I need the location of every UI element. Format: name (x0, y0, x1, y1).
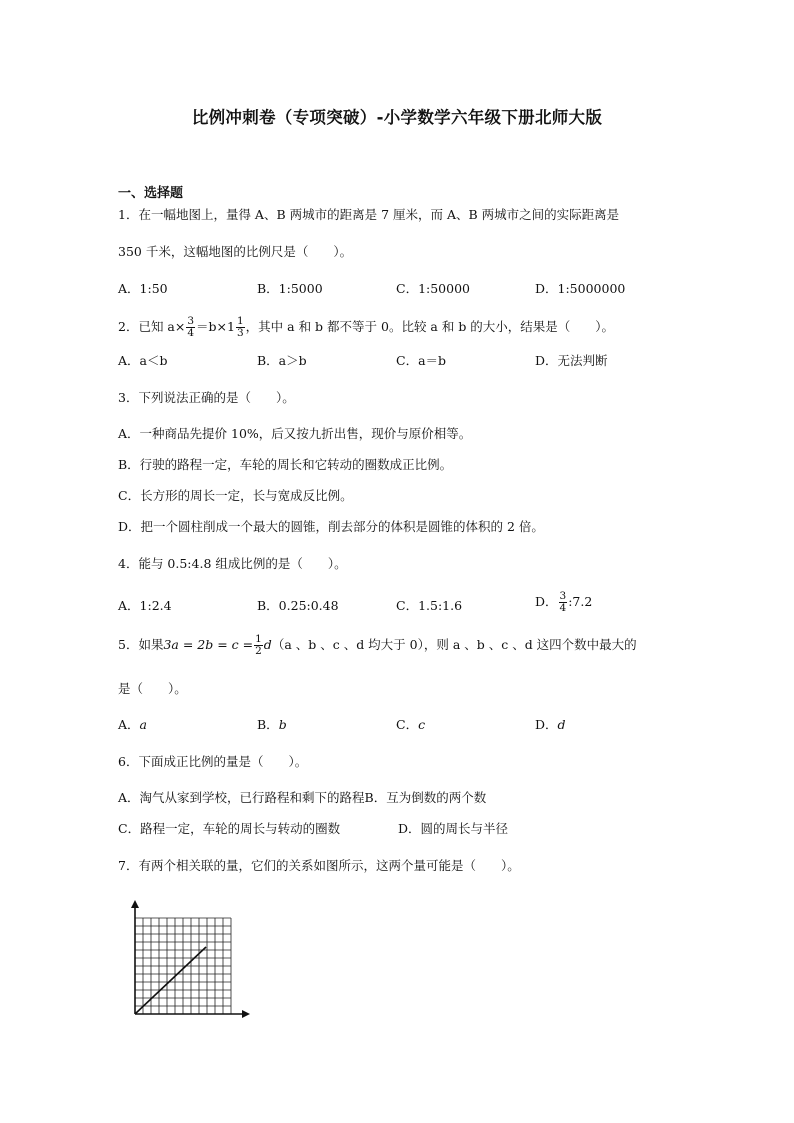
q3-option-a: A．一种商品先提价 10%，后又按九折出售，现价与原价相等。 (118, 426, 472, 441)
q1-option-a: A．1:50 (118, 281, 168, 296)
q2-option-a: A．a＜b (118, 353, 168, 368)
q5-stem-line2: 是（ ）。 (118, 681, 187, 696)
q3-option-b: B．行驶的路程一定，车轮的周长和它转动的圈数成正比例。 (118, 457, 453, 472)
q2-option-c: C．a＝b (396, 353, 447, 368)
q5-option-d: D．d (535, 717, 566, 732)
relation-line (135, 947, 206, 1014)
q5-option-b: B．b (257, 717, 287, 732)
q5-stem-line1: 5．如果3a = 2b = c = $\frac{1}{2}$ d（a 、b 、c 、d 均大于 0），则 a 、b 、c 、d 这四个数中最大的 (118, 633, 637, 657)
q5-fraction: $\frac{1}{2}$ (255, 633, 262, 657)
q7-stem: 7．有两个相关联的量，它们的关系如图所示，这两个量可能是（ ）。 (118, 858, 520, 873)
q4-option-d-fraction: $\frac{3}{4}$ (559, 590, 567, 614)
q1-stem-line2: 350 千米，这幅地图的比例尺是（ ）。 (118, 244, 353, 259)
page-title: 比例冲刺卷（专项突破）-小学数学六年级下册北师大版 (191, 108, 603, 127)
q6-option-a-b (118, 789, 486, 807)
q2-option-b: B．a＞b (257, 353, 307, 368)
q6-option-b: B．互为倒数的两个数 (364, 790, 487, 805)
q5-option-a: A．a (118, 717, 147, 732)
q6-stem: 6．下面成正比例的量是（ ）。 (118, 754, 308, 769)
q3-option-c: C．长方形的周长一定，长与宽成反比例。 (118, 488, 353, 503)
q4-option-c: C．1.5:1.6 (396, 598, 463, 613)
section-heading: 一、选择题 (118, 186, 184, 201)
y-axis-arrow (131, 900, 139, 908)
q6-option-c: C．路程一定，车轮的周长与转动的圈数 (118, 821, 341, 836)
q3-option-d: D．把一个圆柱削成一个最大的圆锥，削去部分的体积是圆锥的体积的 2 倍。 (118, 519, 544, 534)
q2-fraction-2: $\frac{1}{3}$ (236, 315, 244, 339)
q7-graph (126, 898, 256, 1022)
q1-stem-line1: 1．在一幅地图上，量得 A、B 两城市的距离是 7 厘米，而 A、B 两城市之间的实际距离是 (118, 207, 620, 222)
q4-option-a: A．1:2.4 (118, 598, 172, 613)
q2-fraction-1: $\frac{3}{4}$ (187, 315, 195, 339)
q4-option-b: B．0.25:0.48 (257, 598, 339, 613)
q4-option-d: D． $\frac{3}{4}$ :7.2 (535, 590, 593, 614)
x-axis-arrow (242, 1010, 250, 1018)
q2-option-d: D．无法判断 (535, 353, 608, 368)
q2-mid: ＝b×1 (196, 319, 235, 334)
q1-option-c: C．1:50000 (396, 281, 470, 296)
q6-option-d: D．圆的周长与半径 (398, 821, 509, 836)
q1-option-b: B．1:5000 (257, 281, 323, 296)
q5-option-c: C．c (396, 717, 426, 732)
q2-stem (118, 316, 614, 339)
q6-option-a: A．淘气从家到学校，已行路程和剩下的路程 (118, 790, 365, 805)
q2-suffix: ，其中 a 和 b 都不等于 0。比较 a 和 b 的大小，结果是（ ）。 (245, 319, 615, 334)
q5-equation: 3a = 2b = c = (163, 637, 254, 652)
q2-prefix: 2．已知 a× (118, 319, 186, 334)
q1-option-d: D．1:5000000 (535, 281, 626, 296)
q3-stem: 3．下列说法正确的是（ ）。 (118, 390, 295, 405)
q4-stem: 4．能与 0.5:4.8 组成比例的是（ ）。 (118, 556, 347, 571)
